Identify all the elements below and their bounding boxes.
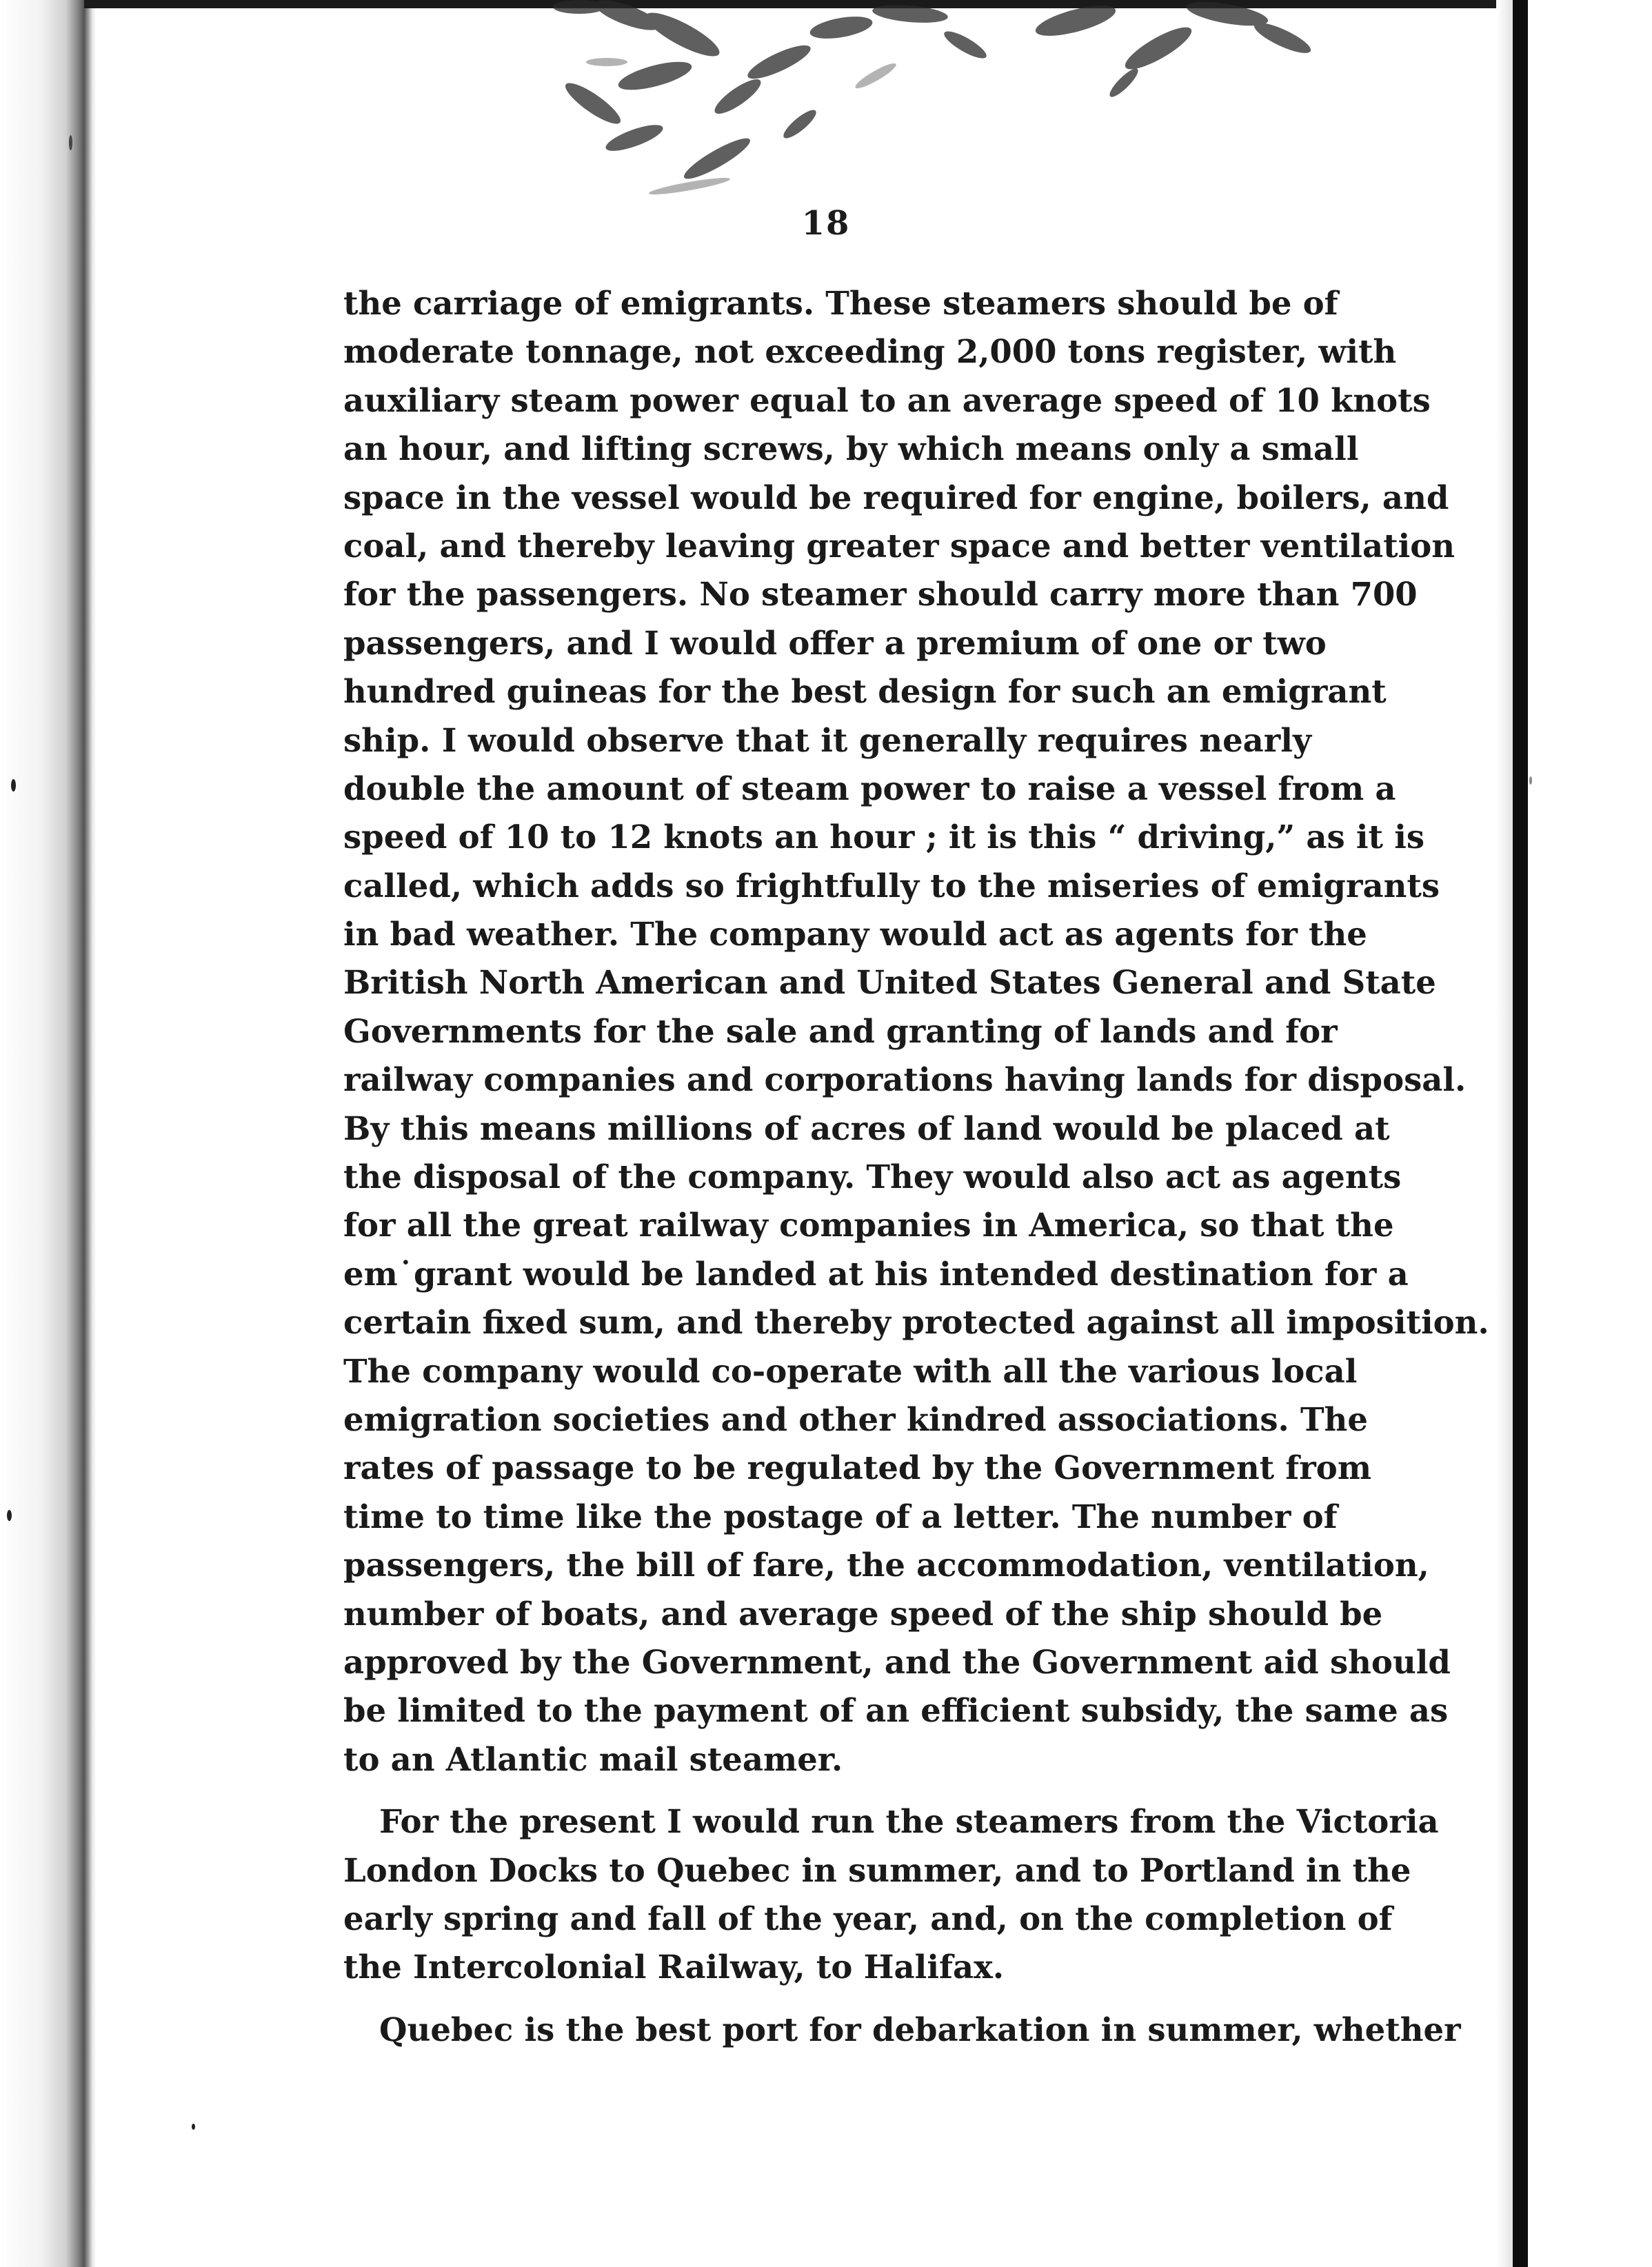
text-line: By this means millions of acres of land would be placed at (343, 1109, 1390, 1147)
page-right-shadow (1496, 0, 1513, 2267)
text-line: rates of passage to be regulated by the Government from (343, 1449, 1372, 1487)
paragraph-gap (343, 1784, 1311, 1797)
paragraph-gap (343, 1992, 1311, 2006)
text-line: be limited to the payment of an efficient subsidy, the same as (343, 1691, 1449, 1730)
page-number: 18 (801, 204, 851, 243)
page-right-border (1513, 0, 1528, 2267)
text-line: for the passengers. No steamer should carry more than 700 (343, 575, 1418, 614)
text-line: time to time like the postage of a letter. The number of (343, 1497, 1338, 1535)
scan-speck (11, 779, 16, 792)
text-line: certain fixed sum, and thereby protected against all imposition. (343, 1303, 1489, 1342)
paragraph-3 (343, 2006, 1461, 2054)
text-line: Quebec is the best port for debarkation in summer, whether (379, 2010, 1461, 2048)
scan-speck (7, 1510, 12, 1521)
ink-smudge (552, 0, 1344, 207)
text-line: British North American and United States General and State (343, 963, 1436, 1002)
text-line: speed of 10 to 12 knots an hour ; it is this “ driving,” as it is (343, 818, 1425, 856)
text-line: hundred guineas for the best design for such an emigrant (343, 672, 1387, 711)
scan-speck (1529, 776, 1532, 785)
text-line: called, which adds so frightfully to the miseries of emigrants (343, 866, 1440, 905)
text-line: emigration societies and other kindred associations. The (343, 1400, 1368, 1438)
text-line: For the present I would run the steamers from the Victoria (379, 1802, 1439, 1841)
text-line: ship. I would observe that it generally requires nearly (343, 721, 1311, 759)
text-line: number of boats, and average speed of the ship should be (343, 1594, 1383, 1633)
text-line: in bad weather. The company would act as agents for the (343, 915, 1367, 954)
text-line: railway companies and corporations having lands for disposal. (343, 1060, 1467, 1099)
text-line: auxiliary steam power equal to an average speed of 10 knots (343, 381, 1431, 419)
text-line: London Docks to Quebec in summer, and to Portland in the (343, 1851, 1411, 1889)
scan-speck (192, 2124, 195, 2130)
text-line: double the amount of steam power to raise a vessel from a (343, 769, 1396, 807)
paragraph-2 (343, 1797, 1439, 1992)
scan-speck (69, 135, 72, 150)
text-line: to an Atlantic mail steamer. (343, 1740, 843, 1778)
text-line: Governments for the sale and granting of lands and for (343, 1011, 1338, 1050)
text-line: approved by the Government, and the Government aid should (343, 1642, 1451, 1681)
text-line: an hour, and lifting screws, by which means only a small (343, 430, 1359, 468)
text-line: passengers, and I would offer a premium of one or two (343, 623, 1327, 662)
body-text (343, 279, 1489, 2054)
text-line: em˙grant would be landed at his intended destination for a (343, 1254, 1409, 1293)
paragraph-1 (343, 279, 1489, 1784)
text-line: The company would co-operate with all the various local (343, 1351, 1358, 1390)
text-line: moderate tonnage, not exceeding 2,000 tons register, with (343, 332, 1397, 371)
text-line: the carriage of emigrants. These steamers should be of (343, 284, 1338, 322)
text-line: passengers, the bill of fare, the accommodation, ventilation, (343, 1546, 1429, 1584)
text-line: the Intercolonial Railway, to Halifax. (343, 1948, 1005, 1986)
text-line: early spring and fall of the year, and, on the completion of (343, 1899, 1393, 1937)
text-line: for all the great railway companies in America, so that the (343, 1206, 1394, 1245)
page-binding-edge (0, 0, 95, 2267)
text-line: the disposal of the company. They would also act as agents (343, 1158, 1402, 1196)
text-line: coal, and thereby leaving greater space and better ventilation (343, 526, 1455, 565)
text-line: space in the vessel would be required for engine, boilers, and (343, 478, 1449, 516)
